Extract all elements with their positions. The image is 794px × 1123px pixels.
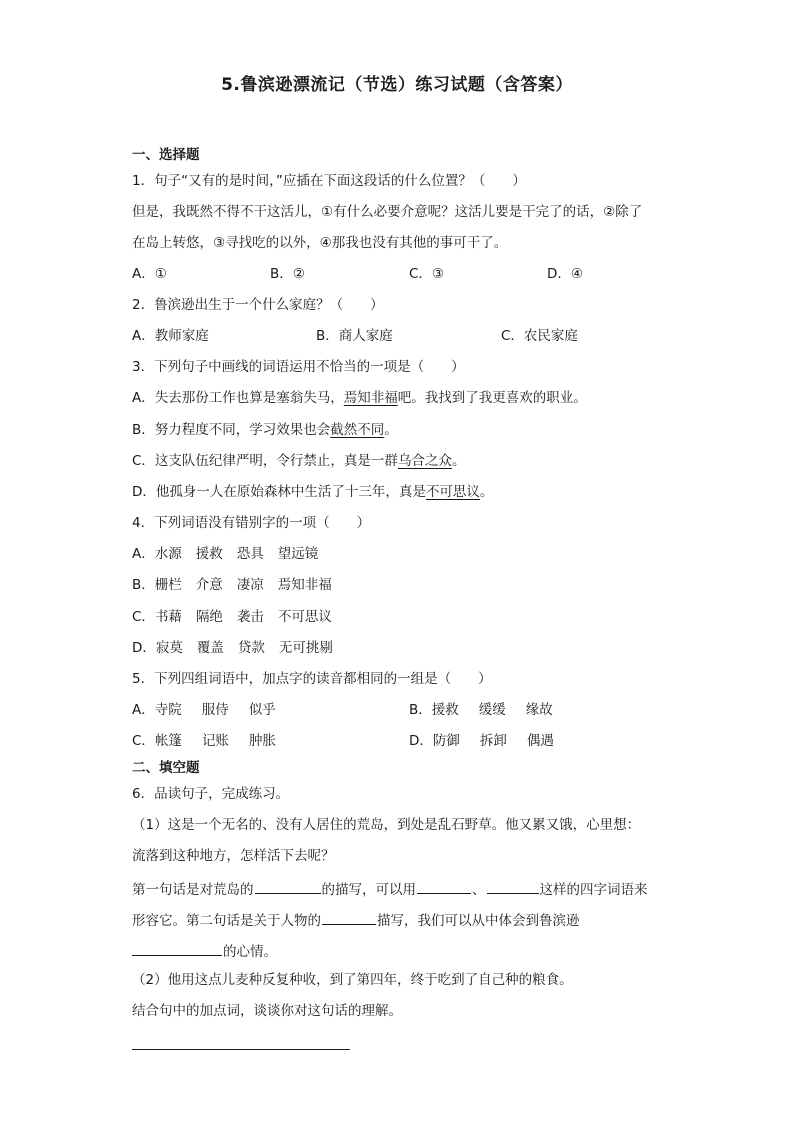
q3-option-c-text-before: C．这支队伍纪律严明，令行禁止，真是一群 <box>132 453 398 469</box>
q4-word: 栅栏 <box>154 577 182 593</box>
q3-option-d-underlined: 不可思议 <box>425 484 480 500</box>
q2-option-a[interactable]: A．教师家庭 <box>132 328 209 344</box>
q6-blank-1[interactable] <box>255 877 321 894</box>
q4-word: 水源 <box>154 546 182 562</box>
q1-passage-line1: 但是，我既然不得不干这活儿，①有什么必要介意呢？这活儿要是干完了的话，②除了 <box>132 204 643 220</box>
q3-option-d-text-before: D．他孤身一人在原始森林中生活了十三年，真是 <box>132 484 426 500</box>
q4-word: 恐具 <box>236 546 264 562</box>
q5-word: 缓缓 <box>478 702 506 718</box>
q6-blank-3[interactable] <box>487 877 539 894</box>
q5-option-d[interactable] <box>409 731 568 751</box>
q5-word: 拆卸 <box>479 733 507 749</box>
q4-option-letter: D． <box>132 640 156 656</box>
q6-fill-text: 第一句话是对荒岛的 <box>132 882 254 898</box>
q4-word: 隔绝 <box>195 609 223 625</box>
q3-option-d[interactable] <box>132 482 493 502</box>
q4-word: 望远镜 <box>277 546 319 562</box>
q4-word: 覆盖 <box>196 640 224 656</box>
q4-word: 凄凉 <box>236 577 264 593</box>
q6-fill-text: 描写，我们可以从中体会到鲁滨逊 <box>377 913 580 929</box>
q6-answer-line[interactable] <box>132 1049 350 1050</box>
q5-word: 防御 <box>432 733 460 749</box>
q2-option-b[interactable]: B．商人家庭 <box>316 328 393 344</box>
q1-passage-line2: 在岛上转悠，③寻找吃的以外，④那我也没有其他的事可干了。 <box>132 235 508 251</box>
q4-option-b[interactable] <box>132 575 346 595</box>
q5-word: 帐篷 <box>154 733 182 749</box>
q1-option-b[interactable]: B．② <box>270 266 305 282</box>
q6-fill-line1 <box>132 877 648 900</box>
q6-fill-line3 <box>132 939 277 962</box>
q5-stem: 5．下列四组词语中，加点字的读音都相同的一组是（ ） <box>132 671 492 687</box>
q4-word: 袭击 <box>236 609 264 625</box>
q6-fill-text: 形容它。第二句话是关于人物的 <box>132 913 321 929</box>
q1-stem: 1．句子“又有的是时间，”应插在下面这段话的什么位置？（ ） <box>132 173 526 189</box>
q3-option-c-text-after: 。 <box>451 453 466 469</box>
page-title: 5.鲁滨逊漂流记（节选）练习试题（含答案） <box>221 75 573 95</box>
q4-word: 书藉 <box>154 609 182 625</box>
q6-blank-4[interactable] <box>322 908 376 925</box>
q6-fill-text: 这样的四字词语来 <box>539 882 648 898</box>
q5-option-a[interactable] <box>132 700 290 720</box>
q4-word: 介意 <box>195 577 223 593</box>
section-heading-fill: 二、填空题 <box>132 760 200 776</box>
q3-option-b-underlined: 截然不同 <box>330 422 385 438</box>
q3-option-d-text-after: 。 <box>479 484 494 500</box>
q4-option-d[interactable] <box>132 638 347 658</box>
q5-word: 肿胀 <box>248 733 276 749</box>
q5-word: 寺院 <box>154 702 182 718</box>
q5-option-c[interactable] <box>132 731 290 751</box>
q4-word: 焉知非福 <box>277 577 332 593</box>
q5-option-letter: D． <box>409 733 433 749</box>
q2-option-c[interactable]: C．农民家庭 <box>501 328 578 344</box>
q6-fill-text: 、 <box>472 882 486 898</box>
q3-option-c[interactable] <box>132 451 465 471</box>
q2-stem: 2．鲁滨逊出生于一个什么家庭？（ ） <box>132 297 384 313</box>
q5-option-letter: A． <box>132 702 155 718</box>
section-heading-choice: 一、选择题 <box>132 147 200 163</box>
q6-fill-text: 的描写，可以用 <box>321 882 416 898</box>
q1-option-c[interactable]: C．③ <box>409 266 445 282</box>
q4-option-letter: C． <box>132 609 155 625</box>
q4-word: 不可思议 <box>277 609 332 625</box>
q5-option-letter: B． <box>409 702 432 718</box>
q4-option-c[interactable] <box>132 607 346 627</box>
q4-word: 无可挑剔 <box>278 640 333 656</box>
q4-word: 寂莫 <box>155 640 183 656</box>
q5-option-letter: C． <box>132 733 155 749</box>
q1-option-a[interactable]: A．① <box>132 266 167 282</box>
q4-word: 援救 <box>195 546 223 562</box>
q6-stem: 6．品读句子，完成练习。 <box>132 786 290 802</box>
q6-part1-line2: 流落到这种地方，怎样活下去呢？ <box>132 848 335 864</box>
q3-option-a-text-after: 吧。我找到了我更喜欢的职业。 <box>397 390 587 406</box>
q6-fill-line2 <box>132 908 580 931</box>
q4-stem: 4．下列词语没有错别字的一项（ ） <box>132 515 371 531</box>
q5-word: 偶遇 <box>526 733 554 749</box>
q3-option-a-text-before: A．失去那份工作也算是塞翁失马， <box>132 390 344 406</box>
q3-option-c-underlined: 乌合之众 <box>397 453 452 469</box>
q6-fill-text: 的心情。 <box>223 944 277 960</box>
q5-word: 服侍 <box>201 702 229 718</box>
q5-word: 缘故 <box>525 702 553 718</box>
q6-blank-5[interactable] <box>132 939 222 956</box>
q5-word: 援救 <box>431 702 459 718</box>
q4-word: 贷款 <box>237 640 265 656</box>
q6-blank-2[interactable] <box>417 877 471 894</box>
q5-option-b[interactable] <box>409 700 567 720</box>
q5-word: 记账 <box>201 733 229 749</box>
q3-option-a[interactable] <box>132 388 587 408</box>
q3-option-b-text-before: B．努力程度不同，学习效果也会 <box>132 422 331 438</box>
q6-part2-line2: 结合句中的加点词，谈谈你对这句话的理解。 <box>132 1003 402 1019</box>
q4-option-letter: A． <box>132 546 155 562</box>
q6-part1-line1: （1）这是一个无名的、没有人居住的荒岛，到处是乱石野草。他又累又饿，心里想： <box>132 817 641 833</box>
q4-option-letter: B． <box>132 577 155 593</box>
q5-word: 似乎 <box>248 702 276 718</box>
q1-option-d[interactable]: D．④ <box>547 266 583 282</box>
q3-option-a-underlined: 焉知非福 <box>343 390 398 406</box>
q4-option-a[interactable] <box>132 544 332 564</box>
q6-part2-line1: （2）他用这点儿麦种反复种收，到了第四年，终于吃到了自己种的粮食。 <box>132 972 573 988</box>
q3-option-b-text-after: 。 <box>384 422 398 438</box>
q3-stem: 3．下列句子中画线的词语运用不恰当的一项是（ ） <box>132 359 465 375</box>
q3-option-b[interactable] <box>132 420 398 440</box>
